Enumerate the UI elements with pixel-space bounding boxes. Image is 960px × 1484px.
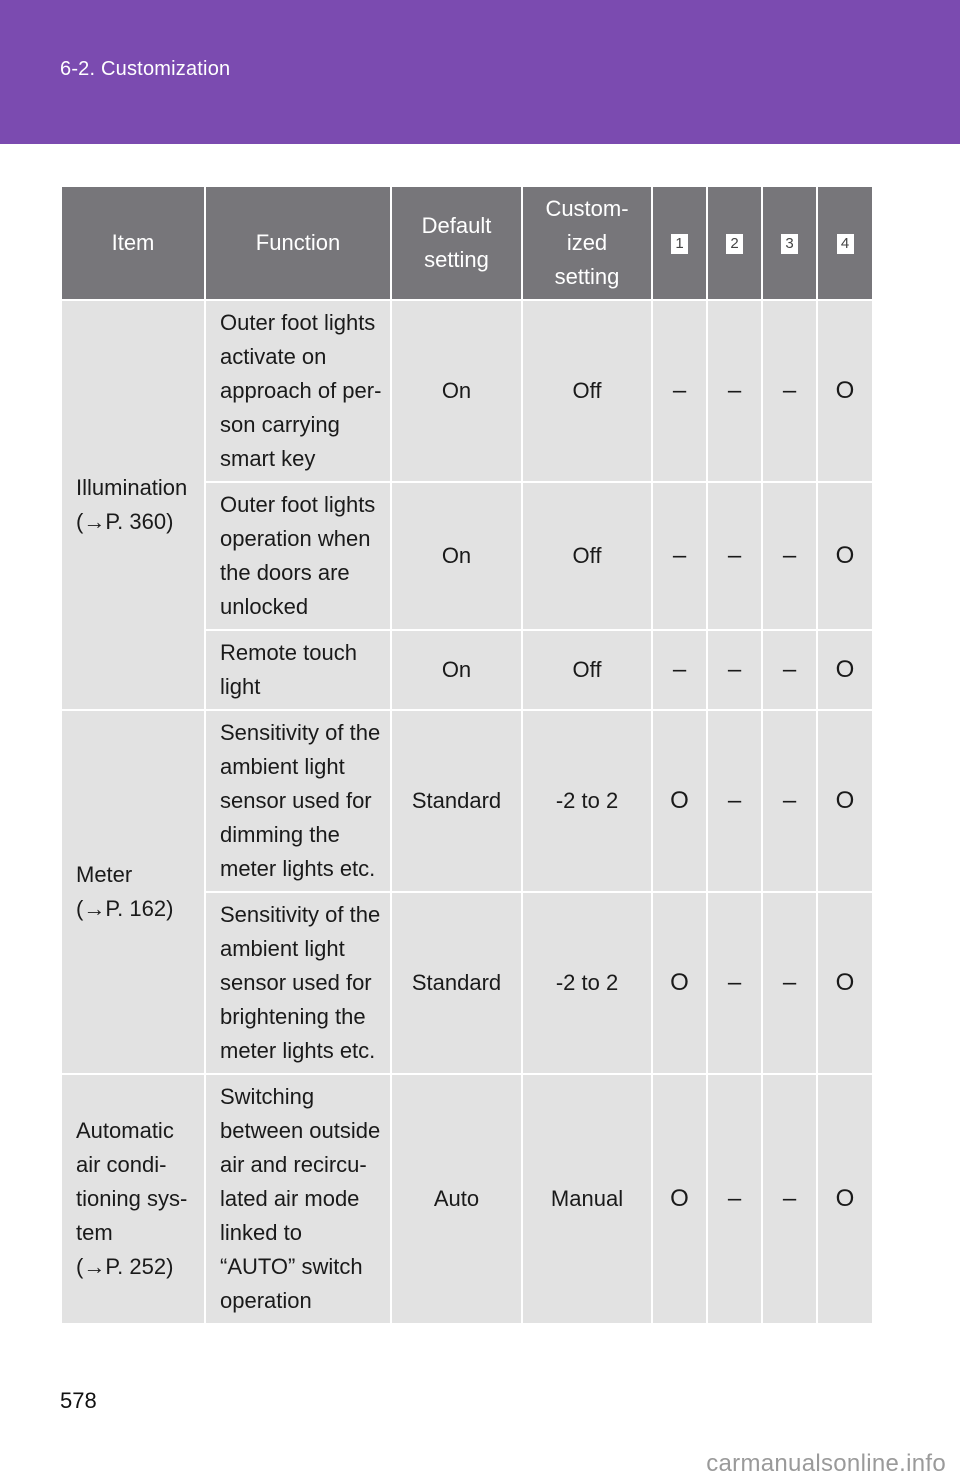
mark-cell-3: – xyxy=(762,1074,817,1324)
function-cell: Sensitivity of the ambient light sensor used for dimming the meter lights etc. xyxy=(205,710,391,892)
page-number: 578 xyxy=(60,1388,97,1413)
number-box-4: 4 xyxy=(837,234,854,254)
table-header-row xyxy=(61,186,873,300)
function-cell: Switching between outside air and recircu- lated air mode linked to “AUTO” switch operation xyxy=(205,1074,391,1324)
mark-cell-1: O xyxy=(652,892,707,1074)
table-body xyxy=(61,300,873,1324)
default-setting-cell: Standard xyxy=(391,892,522,1074)
mark-cell-4: O xyxy=(817,300,873,482)
mark-cell-1: – xyxy=(652,482,707,630)
customized-setting-cell: -2 to 2 xyxy=(522,710,652,892)
default-setting-cell: On xyxy=(391,482,522,630)
table-row xyxy=(61,300,873,482)
mark-cell-1: – xyxy=(652,300,707,482)
number-box-1: 1 xyxy=(671,234,688,254)
mark-cell-2: – xyxy=(707,482,762,630)
mark-cell-2: – xyxy=(707,300,762,482)
function-cell: Outer foot lights activate on approach of per- son carrying smart key xyxy=(205,300,391,482)
watermark: carmanualsonline.info xyxy=(706,1450,946,1477)
default-setting-cell: On xyxy=(391,630,522,710)
customization-table xyxy=(60,185,874,1325)
number-box-2: 2 xyxy=(726,234,743,254)
mark-cell-4: O xyxy=(817,710,873,892)
mark-cell-3: – xyxy=(762,630,817,710)
mark-cell-4: O xyxy=(817,1074,873,1324)
section-title: 6-2. Customization xyxy=(60,58,231,80)
column-header-1 xyxy=(652,186,707,300)
mark-cell-3: – xyxy=(762,710,817,892)
mark-cell-1: O xyxy=(652,1074,707,1324)
customized-setting-cell: Manual xyxy=(522,1074,652,1324)
default-setting-cell: Auto xyxy=(391,1074,522,1324)
mark-cell-4: O xyxy=(817,892,873,1074)
default-setting-cell: Standard xyxy=(391,710,522,892)
mark-cell-2: – xyxy=(707,630,762,710)
default-setting-cell: On xyxy=(391,300,522,482)
function-cell: Remote touch light xyxy=(205,630,391,710)
table-row xyxy=(61,1074,873,1324)
mark-cell-3: – xyxy=(762,300,817,482)
customized-setting-cell: Off xyxy=(522,630,652,710)
item-cell: Illumination (→P. 360) xyxy=(61,300,205,710)
customized-setting-cell: Off xyxy=(522,300,652,482)
column-header-3 xyxy=(762,186,817,300)
item-cell: Automatic air condi- tioning sys- tem (→P. 252) xyxy=(61,1074,205,1324)
function-cell: Sensitivity of the ambient light sensor used for brightening the meter lights etc. xyxy=(205,892,391,1074)
mark-cell-1: – xyxy=(652,630,707,710)
mark-cell-1: O xyxy=(652,710,707,892)
column-header-item: Item xyxy=(61,186,205,300)
customized-setting-cell: Off xyxy=(522,482,652,630)
mark-cell-3: – xyxy=(762,482,817,630)
column-header-2 xyxy=(707,186,762,300)
mark-cell-3: – xyxy=(762,892,817,1074)
table-row xyxy=(61,710,873,892)
column-header-4 xyxy=(817,186,873,300)
customized-setting-cell: -2 to 2 xyxy=(522,892,652,1074)
item-cell: Meter (→P. 162) xyxy=(61,710,205,1074)
mark-cell-2: – xyxy=(707,710,762,892)
function-cell: Outer foot lights operation when the doors are unlocked xyxy=(205,482,391,630)
mark-cell-4: O xyxy=(817,630,873,710)
number-box-3: 3 xyxy=(781,234,798,254)
mark-cell-2: – xyxy=(707,892,762,1074)
column-header-customized: Custom- ized setting xyxy=(522,186,652,300)
mark-cell-2: – xyxy=(707,1074,762,1324)
column-header-function: Function xyxy=(205,186,391,300)
column-header-default: Default setting xyxy=(391,186,522,300)
mark-cell-4: O xyxy=(817,482,873,630)
